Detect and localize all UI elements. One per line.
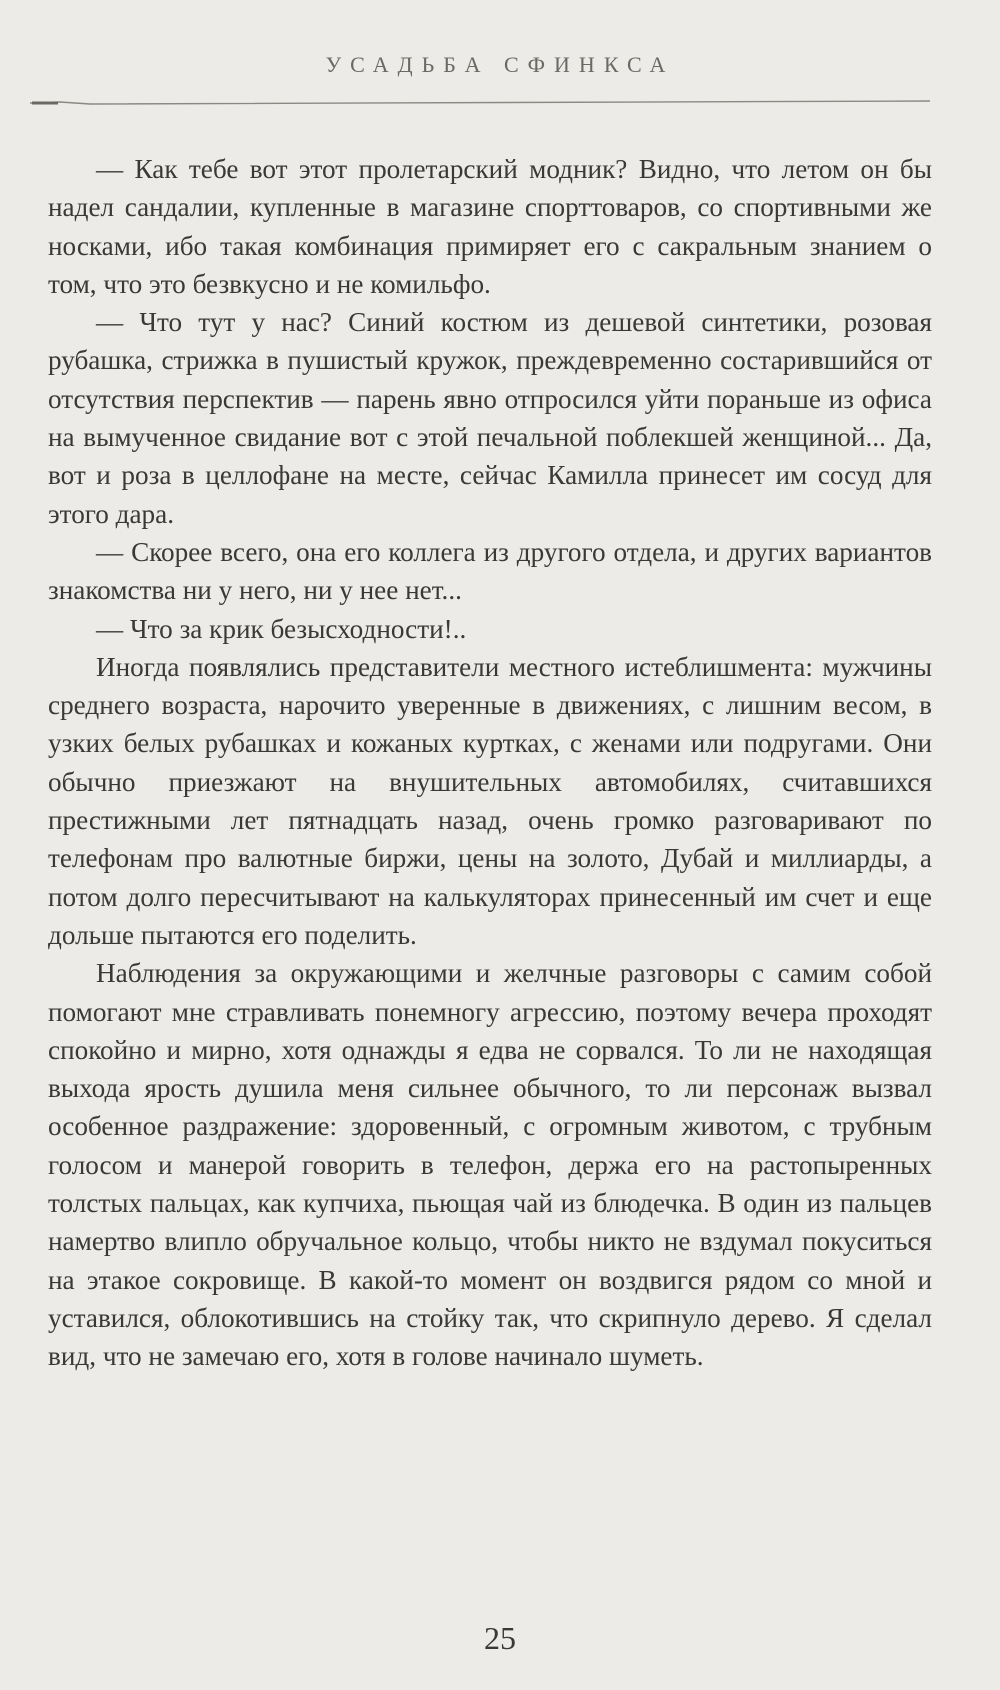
page-number: 25 [484, 1620, 516, 1656]
paragraph-dialogue-2: — Что тут у нас? Синий костюм из дешевой синтетики, розовая рубашка, стрижка в пушистый кружок, преждевременно состарившийся от отсутствия перспектив — парень явно отпросился уйти пораньше из офиса на вымученное свидание вот с этой печальной поблекшей женщиной... Да, вот и роза в целлофане на месте, сейчас Камилла принесет им сосуд для этого дара. [48, 307, 932, 529]
paragraph-dialogue-1: — Как тебе вот этот пролетарский модник? Видно, что летом он бы надел сандалии, купленные в магазине спорттоваров, со спортивными же носками, ибо такая комбинация примиряет его с сакральным знанием о том, что это безвкусно и не комильфо. [48, 154, 932, 299]
running-head: УСАДЬБА СФИНКСА [325, 52, 675, 77]
paragraph-narration-1: Иногда появлялись представители местного истеблишмента: мужчины среднего возраста, нарочито уверенные в движениях, с лишним весом, в узких белых рубашках и кожаных куртках, с женами или подругами. Они обычно приезжают на внушительных автомобилях, считавшихся престижными лет пятнадцать назад, очень громко разговаривают по телефонам про валютные биржи, цены на золото, Дубай и миллиарды, а потом долго пересчитывают на калькуляторах принесенный им счет и еще дольше пытаются его поделить. [48, 651, 932, 950]
paragraph-dialogue-4: — Что за крик безысходности!.. [96, 613, 467, 644]
paragraph-dialogue-3: — Скорее всего, она его коллега из другого отдела, и других вариантов знакомства ни у него, ни у нее нет... [48, 536, 932, 606]
header-rule [30, 98, 940, 108]
body-text [48, 150, 932, 1376]
paragraph-narration-2: Наблюдения за окружающими и желчные разговоры с самим собой помогают мне стравливать понемногу агрессию, поэтому вечера проходят спокойно и мирно, хотя однажды я едва не сорвался. То ли не находящая выхода ярость душила меня сильнее обычного, то ли персонаж вызвал особенное раздражение: здоровенный, с огромным животом, с трубным голосом и манерой говорить в телефон, держа его на растопыренных толстых пальцах, как купчиха, пьющая чай из блюдечка. В один из пальцев намертво влипло обручальное кольцо, чтобы никто не вздумал покуситься на этакое сокровище. В какой-то момент он воздвигся рядом со мной и уставился, облокотившись на стойку так, что скрипнуло дерево. Я сделал вид, что не замечаю его, хотя в голове начинало шуметь. [48, 958, 932, 1372]
